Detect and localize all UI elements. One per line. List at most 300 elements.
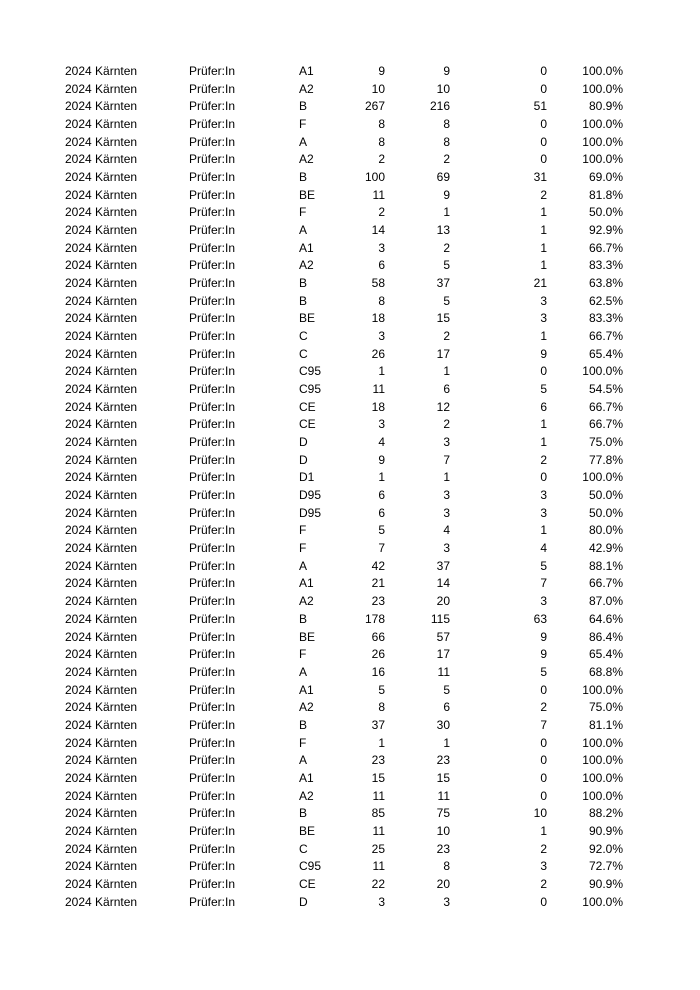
table-row (0, 293, 700, 311)
pass-rate-cell: 77.8% (588, 452, 623, 467)
class-cell: A1 (299, 240, 314, 255)
class-cell: F (299, 205, 307, 220)
role-cell: Prüfer:In (189, 859, 236, 874)
failed-count-cell: 0 (540, 735, 547, 750)
total-count-cell: 11 (372, 382, 385, 397)
role-cell: Prüfer:In (189, 700, 236, 715)
year-region-cell: 2024 Kärnten (65, 134, 138, 149)
passed-count-cell: 2 (443, 329, 450, 344)
year-region-cell: 2024 Kärnten (65, 117, 138, 132)
class-cell: B (299, 170, 308, 185)
year-region-cell: 2024 Kärnten (65, 99, 138, 114)
failed-count-cell: 0 (540, 682, 547, 697)
year-region-cell: 2024 Kärnten (65, 399, 138, 414)
total-count-cell: 11 (372, 788, 385, 803)
failed-count-cell: 1 (540, 258, 547, 273)
total-count-cell: 100 (364, 170, 385, 185)
class-cell: A (299, 223, 308, 238)
pass-rate-cell: 90.9% (588, 876, 623, 891)
total-count-cell: 7 (378, 541, 385, 556)
year-region-cell: 2024 Kärnten (65, 894, 138, 909)
failed-count-cell: 5 (540, 664, 547, 679)
class-cell: B (299, 806, 308, 821)
pass-rate-cell: 66.7% (588, 329, 623, 344)
role-cell: Prüfer:In (189, 770, 236, 785)
passed-count-cell: 3 (443, 505, 450, 520)
class-cell: D95 (299, 505, 322, 520)
pass-rate-cell: 90.9% (588, 823, 623, 838)
role-cell: Prüfer:In (189, 240, 236, 255)
failed-count-cell: 1 (540, 417, 547, 432)
class-cell: CE (299, 417, 316, 432)
class-cell: F (299, 523, 307, 538)
passed-count-cell: 37 (436, 558, 450, 573)
passed-count-cell: 3 (443, 488, 450, 503)
year-region-cell: 2024 Kärnten (65, 152, 138, 167)
table-row (0, 363, 700, 381)
total-count-cell: 8 (378, 700, 385, 715)
class-cell: CE (299, 399, 316, 414)
class-cell: A (299, 134, 308, 149)
total-count-cell: 23 (371, 594, 385, 609)
failed-count-cell: 0 (540, 81, 547, 96)
year-region-cell: 2024 Kärnten (65, 629, 138, 644)
year-region-cell: 2024 Kärnten (65, 594, 138, 609)
total-count-cell: 8 (378, 134, 385, 149)
total-count-cell: 14 (371, 223, 385, 238)
role-cell: Prüfer:In (189, 329, 236, 344)
table-row (0, 346, 700, 364)
role-cell: Prüfer:In (189, 399, 236, 414)
total-count-cell: 3 (378, 240, 385, 255)
passed-count-cell: 3 (443, 435, 450, 450)
table-row (0, 575, 700, 593)
role-cell: Prüfer:In (189, 806, 236, 821)
role-cell: Prüfer:In (189, 276, 236, 291)
failed-count-cell: 0 (540, 470, 547, 485)
failed-count-cell: 0 (540, 117, 547, 132)
pass-rate-cell: 100.0% (582, 753, 623, 768)
passed-count-cell: 5 (443, 682, 450, 697)
class-cell: C95 (299, 859, 322, 874)
total-count-cell: 1 (378, 735, 385, 750)
table-row (0, 735, 700, 753)
passed-count-cell: 37 (436, 276, 450, 291)
role-cell: Prüfer:In (189, 523, 236, 538)
total-count-cell: 15 (371, 770, 385, 785)
passed-count-cell: 12 (436, 399, 450, 414)
failed-count-cell: 9 (540, 629, 547, 644)
failed-count-cell: 0 (540, 894, 547, 909)
table-row (0, 522, 700, 540)
class-cell: A1 (299, 64, 314, 78)
total-count-cell: 5 (378, 682, 385, 697)
passed-count-cell: 11 (437, 788, 450, 803)
failed-count-cell: 3 (540, 594, 547, 609)
table-row (0, 664, 700, 682)
passed-count-cell: 8 (443, 134, 450, 149)
table-row (0, 717, 700, 735)
year-region-cell: 2024 Kärnten (65, 753, 138, 768)
role-cell: Prüfer:In (189, 64, 236, 78)
table-row (0, 169, 700, 187)
passed-count-cell: 4 (443, 523, 450, 538)
role-cell: Prüfer:In (189, 664, 236, 679)
year-region-cell: 2024 Kärnten (65, 558, 138, 573)
role-cell: Prüfer:In (189, 735, 236, 750)
passed-count-cell: 1 (443, 735, 450, 750)
pass-rate-cell: 81.1% (588, 717, 623, 732)
year-region-cell: 2024 Kärnten (65, 505, 138, 520)
class-cell: C (299, 329, 308, 344)
total-count-cell: 3 (378, 894, 385, 909)
class-cell: B (299, 717, 308, 732)
pass-rate-cell: 50.0% (588, 488, 623, 503)
failed-count-cell: 1 (540, 823, 547, 838)
passed-count-cell: 75 (436, 806, 450, 821)
table-row (0, 81, 700, 99)
table-row (0, 222, 700, 240)
total-count-cell: 42 (371, 558, 385, 573)
total-count-cell: 267 (364, 99, 385, 114)
role-cell: Prüfer:In (189, 223, 236, 238)
role-cell: Prüfer:In (189, 81, 236, 96)
passed-count-cell: 20 (436, 876, 450, 891)
pass-rate-cell: 65.4% (588, 647, 623, 662)
table-row (0, 134, 700, 152)
year-region-cell: 2024 Kärnten (65, 223, 138, 238)
role-cell: Prüfer:In (189, 364, 236, 379)
failed-count-cell: 3 (540, 488, 547, 503)
pass-rate-cell: 63.8% (588, 276, 623, 291)
passed-count-cell: 13 (436, 223, 450, 238)
year-region-cell: 2024 Kärnten (65, 311, 138, 326)
class-cell: A2 (299, 788, 314, 803)
role-cell: Prüfer:In (189, 117, 236, 132)
role-cell: Prüfer:In (189, 488, 236, 503)
passed-count-cell: 6 (443, 700, 450, 715)
failed-count-cell: 1 (540, 240, 547, 255)
year-region-cell: 2024 Kärnten (65, 717, 138, 732)
table-row (0, 823, 700, 841)
role-cell: Prüfer:In (189, 753, 236, 768)
pass-rate-cell: 88.2% (588, 806, 623, 821)
total-count-cell: 22 (371, 876, 385, 891)
role-cell: Prüfer:In (189, 576, 236, 591)
year-region-cell: 2024 Kärnten (65, 240, 138, 255)
failed-count-cell: 10 (533, 806, 547, 821)
table-row (0, 310, 700, 328)
failed-count-cell: 2 (540, 876, 547, 891)
year-region-cell: 2024 Kärnten (65, 859, 138, 874)
failed-count-cell: 7 (540, 717, 547, 732)
passed-count-cell: 8 (443, 117, 450, 132)
failed-count-cell: 63 (533, 611, 547, 626)
year-region-cell: 2024 Kärnten (65, 576, 138, 591)
passed-count-cell: 3 (443, 541, 450, 556)
total-count-cell: 66 (371, 629, 385, 644)
pass-rate-cell: 66.7% (588, 576, 623, 591)
year-region-cell: 2024 Kärnten (65, 470, 138, 485)
failed-count-cell: 2 (540, 452, 547, 467)
failed-count-cell: 1 (540, 329, 547, 344)
passed-count-cell: 10 (436, 823, 450, 838)
passed-count-cell: 2 (443, 417, 450, 432)
role-cell: Prüfer:In (189, 99, 236, 114)
table-row (0, 505, 700, 523)
passed-count-cell: 5 (443, 293, 450, 308)
role-cell: Prüfer:In (189, 647, 236, 662)
pass-rate-cell: 69.0% (588, 170, 623, 185)
total-count-cell: 9 (378, 64, 385, 78)
class-cell: C95 (299, 382, 322, 397)
class-cell: F (299, 735, 307, 750)
failed-count-cell: 21 (533, 276, 547, 291)
class-cell: B (299, 293, 308, 308)
table-row (0, 876, 700, 894)
year-region-cell: 2024 Kärnten (65, 364, 138, 379)
pass-rate-cell: 42.9% (588, 541, 623, 556)
year-region-cell: 2024 Kärnten (65, 735, 138, 750)
table-row (0, 151, 700, 169)
failed-count-cell: 6 (540, 399, 547, 414)
failed-count-cell: 5 (540, 382, 547, 397)
year-region-cell: 2024 Kärnten (65, 81, 138, 96)
year-region-cell: 2024 Kärnten (65, 276, 138, 291)
passed-count-cell: 15 (436, 311, 450, 326)
class-cell: BE (299, 629, 316, 644)
table-row (0, 328, 700, 346)
passed-count-cell: 1 (443, 205, 450, 220)
passed-count-cell: 23 (436, 841, 450, 856)
class-cell: A2 (299, 152, 314, 167)
class-cell: A1 (299, 682, 314, 697)
table-row (0, 752, 700, 770)
year-region-cell: 2024 Kärnten (65, 823, 138, 838)
total-count-cell: 11 (372, 823, 385, 838)
pass-rate-cell: 87.0% (588, 594, 623, 609)
pass-rate-cell: 64.6% (588, 611, 623, 626)
class-cell: BE (299, 311, 316, 326)
year-region-cell: 2024 Kärnten (65, 541, 138, 556)
total-count-cell: 178 (364, 611, 385, 626)
table-row (0, 452, 700, 470)
class-cell: A (299, 664, 308, 679)
table-row (0, 805, 700, 823)
class-cell: C (299, 841, 308, 856)
year-region-cell: 2024 Kärnten (65, 841, 138, 856)
passed-count-cell: 57 (436, 629, 450, 644)
total-count-cell: 1 (378, 470, 385, 485)
total-count-cell: 6 (378, 488, 385, 503)
failed-count-cell: 51 (533, 99, 547, 114)
table-row (0, 204, 700, 222)
table-row (0, 770, 700, 788)
passed-count-cell: 30 (436, 717, 450, 732)
table-row (0, 788, 700, 806)
role-cell: Prüfer:In (189, 611, 236, 626)
year-region-cell: 2024 Kärnten (65, 876, 138, 891)
pass-rate-cell: 66.7% (588, 240, 623, 255)
class-cell: A1 (299, 770, 314, 785)
year-region-cell: 2024 Kärnten (65, 187, 138, 202)
class-cell: D (299, 894, 308, 909)
pass-rate-cell: 54.5% (588, 382, 623, 397)
failed-count-cell: 7 (540, 576, 547, 591)
year-region-cell: 2024 Kärnten (65, 788, 138, 803)
table-row (0, 894, 700, 912)
role-cell: Prüfer:In (189, 894, 236, 909)
failed-count-cell: 0 (540, 770, 547, 785)
table-row (0, 629, 700, 647)
failed-count-cell: 9 (540, 647, 547, 662)
class-cell: B (299, 276, 308, 291)
pass-rate-cell: 75.0% (588, 700, 623, 715)
year-region-cell: 2024 Kärnten (65, 293, 138, 308)
passed-count-cell: 17 (436, 346, 450, 361)
class-cell: F (299, 117, 307, 132)
pass-rate-cell: 100.0% (582, 894, 623, 909)
pass-rate-cell: 66.7% (588, 417, 623, 432)
total-count-cell: 4 (378, 435, 385, 450)
data-table (0, 63, 700, 911)
class-cell: D95 (299, 488, 322, 503)
role-cell: Prüfer:In (189, 470, 236, 485)
role-cell: Prüfer:In (189, 187, 236, 202)
total-count-cell: 25 (371, 841, 385, 856)
class-cell: CE (299, 876, 316, 891)
role-cell: Prüfer:In (189, 717, 236, 732)
failed-count-cell: 0 (540, 64, 547, 78)
year-region-cell: 2024 Kärnten (65, 435, 138, 450)
table-row (0, 63, 700, 81)
year-region-cell: 2024 Kärnten (65, 258, 138, 273)
table-row (0, 593, 700, 611)
pass-rate-cell: 50.0% (588, 205, 623, 220)
year-region-cell: 2024 Kärnten (65, 523, 138, 538)
table-row (0, 646, 700, 664)
passed-count-cell: 9 (443, 187, 450, 202)
total-count-cell: 16 (371, 664, 385, 679)
failed-count-cell: 1 (540, 205, 547, 220)
table-row (0, 275, 700, 293)
passed-count-cell: 17 (436, 647, 450, 662)
table-row (0, 116, 700, 134)
total-count-cell: 1 (378, 364, 385, 379)
year-region-cell: 2024 Kärnten (65, 170, 138, 185)
pass-rate-cell: 100.0% (582, 788, 623, 803)
pass-rate-cell: 66.7% (588, 399, 623, 414)
failed-count-cell: 2 (540, 187, 547, 202)
failed-count-cell: 1 (540, 435, 547, 450)
role-cell: Prüfer:In (189, 841, 236, 856)
table-row (0, 699, 700, 717)
total-count-cell: 9 (378, 452, 385, 467)
failed-count-cell: 3 (540, 311, 547, 326)
year-region-cell: 2024 Kärnten (65, 647, 138, 662)
total-count-cell: 23 (371, 753, 385, 768)
class-cell: F (299, 541, 307, 556)
role-cell: Prüfer:In (189, 170, 236, 185)
total-count-cell: 6 (378, 505, 385, 520)
pass-rate-cell: 68.8% (588, 664, 623, 679)
pass-rate-cell: 83.3% (588, 311, 623, 326)
total-count-cell: 18 (371, 311, 385, 326)
year-region-cell: 2024 Kärnten (65, 64, 138, 78)
pass-rate-cell: 100.0% (582, 470, 623, 485)
role-cell: Prüfer:In (189, 346, 236, 361)
total-count-cell: 6 (378, 258, 385, 273)
class-cell: D (299, 452, 308, 467)
role-cell: Prüfer:In (189, 594, 236, 609)
pass-rate-cell: 100.0% (582, 364, 623, 379)
year-region-cell: 2024 Kärnten (65, 417, 138, 432)
passed-count-cell: 1 (443, 364, 450, 379)
pass-rate-cell: 100.0% (582, 81, 623, 96)
pass-rate-cell: 80.9% (588, 99, 623, 114)
table-row (0, 858, 700, 876)
role-cell: Prüfer:In (189, 505, 236, 520)
failed-count-cell: 0 (540, 753, 547, 768)
role-cell: Prüfer:In (189, 382, 236, 397)
passed-count-cell: 14 (436, 576, 450, 591)
total-count-cell: 5 (378, 523, 385, 538)
passed-count-cell: 6 (443, 382, 450, 397)
class-cell: A2 (299, 81, 314, 96)
class-cell: BE (299, 823, 316, 838)
pass-rate-cell: 92.9% (588, 223, 623, 238)
passed-count-cell: 2 (443, 152, 450, 167)
role-cell: Prüfer:In (189, 682, 236, 697)
class-cell: BE (299, 187, 316, 202)
class-cell: C95 (299, 364, 322, 379)
role-cell: Prüfer:In (189, 823, 236, 838)
failed-count-cell: 5 (540, 558, 547, 573)
total-count-cell: 8 (378, 293, 385, 308)
pass-rate-cell: 75.0% (588, 435, 623, 450)
failed-count-cell: 3 (540, 859, 547, 874)
passed-count-cell: 10 (436, 81, 450, 96)
failed-count-cell: 0 (540, 788, 547, 803)
pass-rate-cell: 86.4% (588, 629, 623, 644)
pass-rate-cell: 50.0% (588, 505, 623, 520)
table-row (0, 540, 700, 558)
failed-count-cell: 3 (540, 505, 547, 520)
total-count-cell: 11 (372, 859, 385, 874)
table-row (0, 416, 700, 434)
class-cell: C (299, 346, 308, 361)
pass-rate-cell: 81.8% (588, 187, 623, 202)
class-cell: A (299, 558, 308, 573)
role-cell: Prüfer:In (189, 417, 236, 432)
failed-count-cell: 2 (540, 700, 547, 715)
table-row (0, 381, 700, 399)
failed-count-cell: 0 (540, 134, 547, 149)
table-row (0, 187, 700, 205)
year-region-cell: 2024 Kärnten (65, 329, 138, 344)
passed-count-cell: 115 (430, 611, 450, 626)
year-region-cell: 2024 Kärnten (65, 452, 138, 467)
class-cell: F (299, 647, 307, 662)
table-row (0, 240, 700, 258)
failed-count-cell: 2 (540, 841, 547, 856)
class-cell: A2 (299, 700, 314, 715)
total-count-cell: 2 (378, 152, 385, 167)
passed-count-cell: 2 (443, 240, 450, 255)
class-cell: D1 (299, 470, 315, 485)
class-cell: B (299, 99, 308, 114)
year-region-cell: 2024 Kärnten (65, 205, 138, 220)
